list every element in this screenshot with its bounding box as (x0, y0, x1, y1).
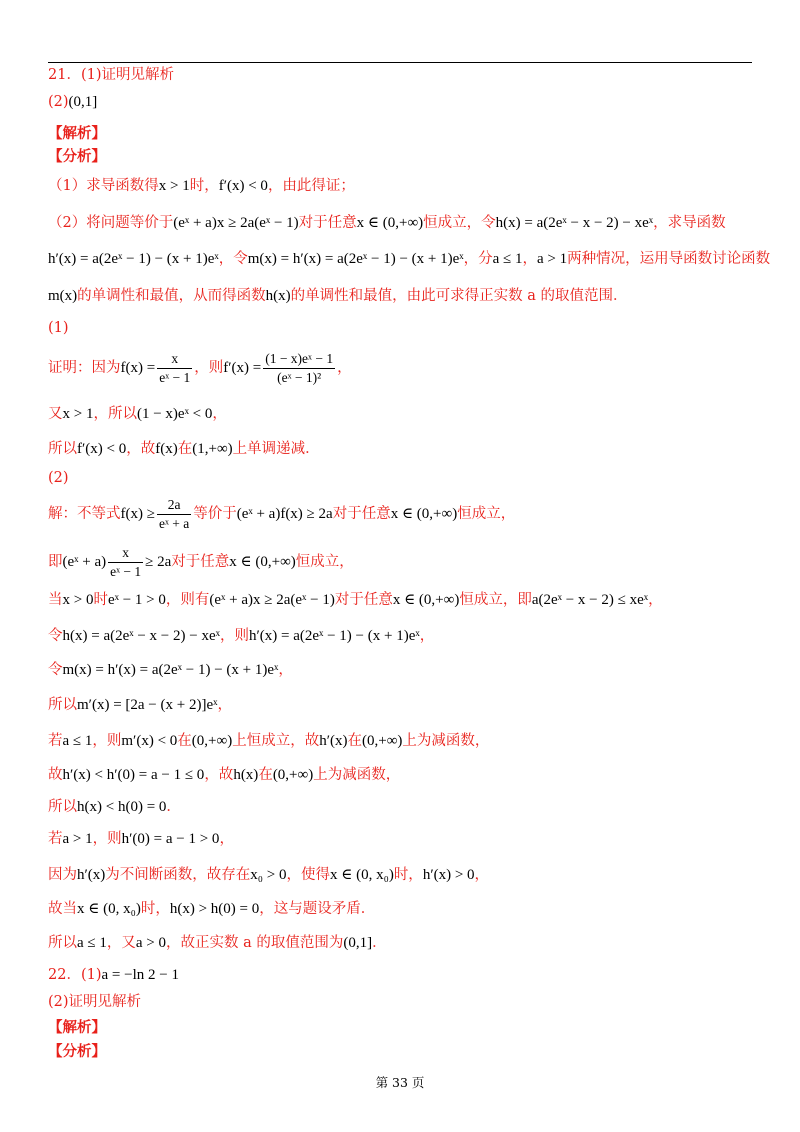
proof-line-12: 所以h(x) < h(0) = 0． (48, 799, 181, 815)
fraction-fprime: $\frac{\text{(1 − x)eˣ − 1}}{\text{(eˣ − 1)²}}$ (265, 350, 334, 385)
fenxi-tag: 【分析】 (48, 148, 106, 165)
analysis-line-1: （1）求导函数得x > 1时，f′(x) < 0，由此得证； (48, 178, 355, 194)
q22-fenxi-tag: 【分析】 (48, 1043, 106, 1060)
proof-line-16: 所以a ≤ 1，又a > 0，故正实数 a 的取值范围为(0,1]． (48, 935, 387, 951)
proof-line-15: 故当x ∈ (0, x₀)时，h(x) > h(0) = 0，这与题设矛盾． (48, 901, 376, 917)
proof-line-2: 又x > 1，所以(1 − x)eˣ < 0， (48, 406, 227, 422)
proof-line-5: 即(eˣ + a) $\frac{x}{\text{eˣ − 1}}$ ≥ 2a对于任意x ∈ (0,+∞)恒成立， (48, 544, 354, 579)
proof-line-14: 因为h′(x)为不间断函数，故存在x₀ > 0，使得x ∈ (0, x₀)时，h′(x) > 0， (48, 867, 490, 883)
fraction-f: $\frac{x}{\text{eˣ − 1}}$ (159, 350, 191, 385)
proof-line-11: 故h′(x) < h′(0) = a − 1 ≤ 0，故h(x)在(0,+∞)上为减函数， (48, 767, 401, 783)
proof-line-7: 令h(x) = a(2eˣ − x − 2) − xeˣ，则h′(x) = a(2eˣ − 1) − (x + 1)eˣ， (48, 628, 435, 644)
q21-answer-1: 21．(1)证明见解析 (48, 67, 174, 83)
fraction-x: $\frac{x}{\text{eˣ − 1}}$ (110, 544, 142, 579)
q22-answer-2: (2)证明见解析 (48, 994, 142, 1010)
q22-answer-1: 22．(1)a = −ln 2 − 1 (48, 967, 179, 983)
analysis-line-4: m(x)的单调性和最值，从而得函数h(x)的单调性和最值，由此可求得正实数 a 的取值范围． (48, 288, 628, 304)
proof-line-13: 若a > 1，则h′(0) = a − 1 > 0， (48, 831, 234, 847)
q21-answer-2: (2)(0,1] (48, 94, 98, 110)
part-1-label: (1) (48, 320, 69, 336)
fraction-2a: $\frac{2a}{\text{eˣ + a}}$ (158, 496, 190, 531)
analysis-line-2: （2）将问题等价于(eˣ + a)x ≥ 2a(eˣ − 1)对于任意x ∈ (0,+∞)恒成立，令h(x) = a(2eˣ − x − 2) − xeˣ，求导函数 (48, 215, 726, 231)
jiexi-tag: 【解析】 (48, 125, 106, 142)
proof-line-3: 所以f′(x) < 0，故f(x)在(1,+∞)上单调递减． (48, 441, 320, 457)
part-2-label: (2) (48, 470, 69, 486)
q22-jiexi-tag: 【解析】 (48, 1019, 106, 1036)
analysis-line-3: h′(x) = a(2eˣ − 1) − (x + 1)eˣ，令m(x) = h′(x) = a(2eˣ − 1) − (x + 1)eˣ，分a ≤ 1，a > 1两种情况，运用导函数讨论函数 (48, 251, 771, 267)
page-number: 第 33 页 (375, 1075, 425, 1090)
header-rule (48, 62, 752, 63)
proof-line-9: 所以m′(x) = [2a − (x + 2)]eˣ， (48, 697, 232, 713)
proof-line-8: 令m(x) = h′(x) = a(2eˣ − 1) − (x + 1)eˣ， (48, 662, 293, 678)
proof-line-4: 解：不等式f(x) ≥ $\frac{2a}{\text{eˣ + a}}$ 等价于(eˣ + a)f(x) ≥ 2a对于任意x ∈ (0,+∞)恒成立， (48, 496, 516, 531)
proof-line-6: 当x > 0时eˣ − 1 > 0，则有(eˣ + a)x ≥ 2a(eˣ − 1)对于任意x ∈ (0,+∞)恒成立，即a(2eˣ − x − 2) ≤ xeˣ， (48, 592, 663, 608)
proof-line-10: 若a ≤ 1，则m′(x) < 0在(0,+∞)上恒成立，故h′(x)在(0,+∞)上为减函数， (48, 733, 490, 749)
proof-line-1: 证明：因为f(x) = $\frac{x}{\text{eˣ − 1}}$ ，则f′(x) = $\frac{\text{(1 − x)eˣ − 1}}{\text{(eˣ − 1)²}}$ ， (48, 350, 352, 385)
